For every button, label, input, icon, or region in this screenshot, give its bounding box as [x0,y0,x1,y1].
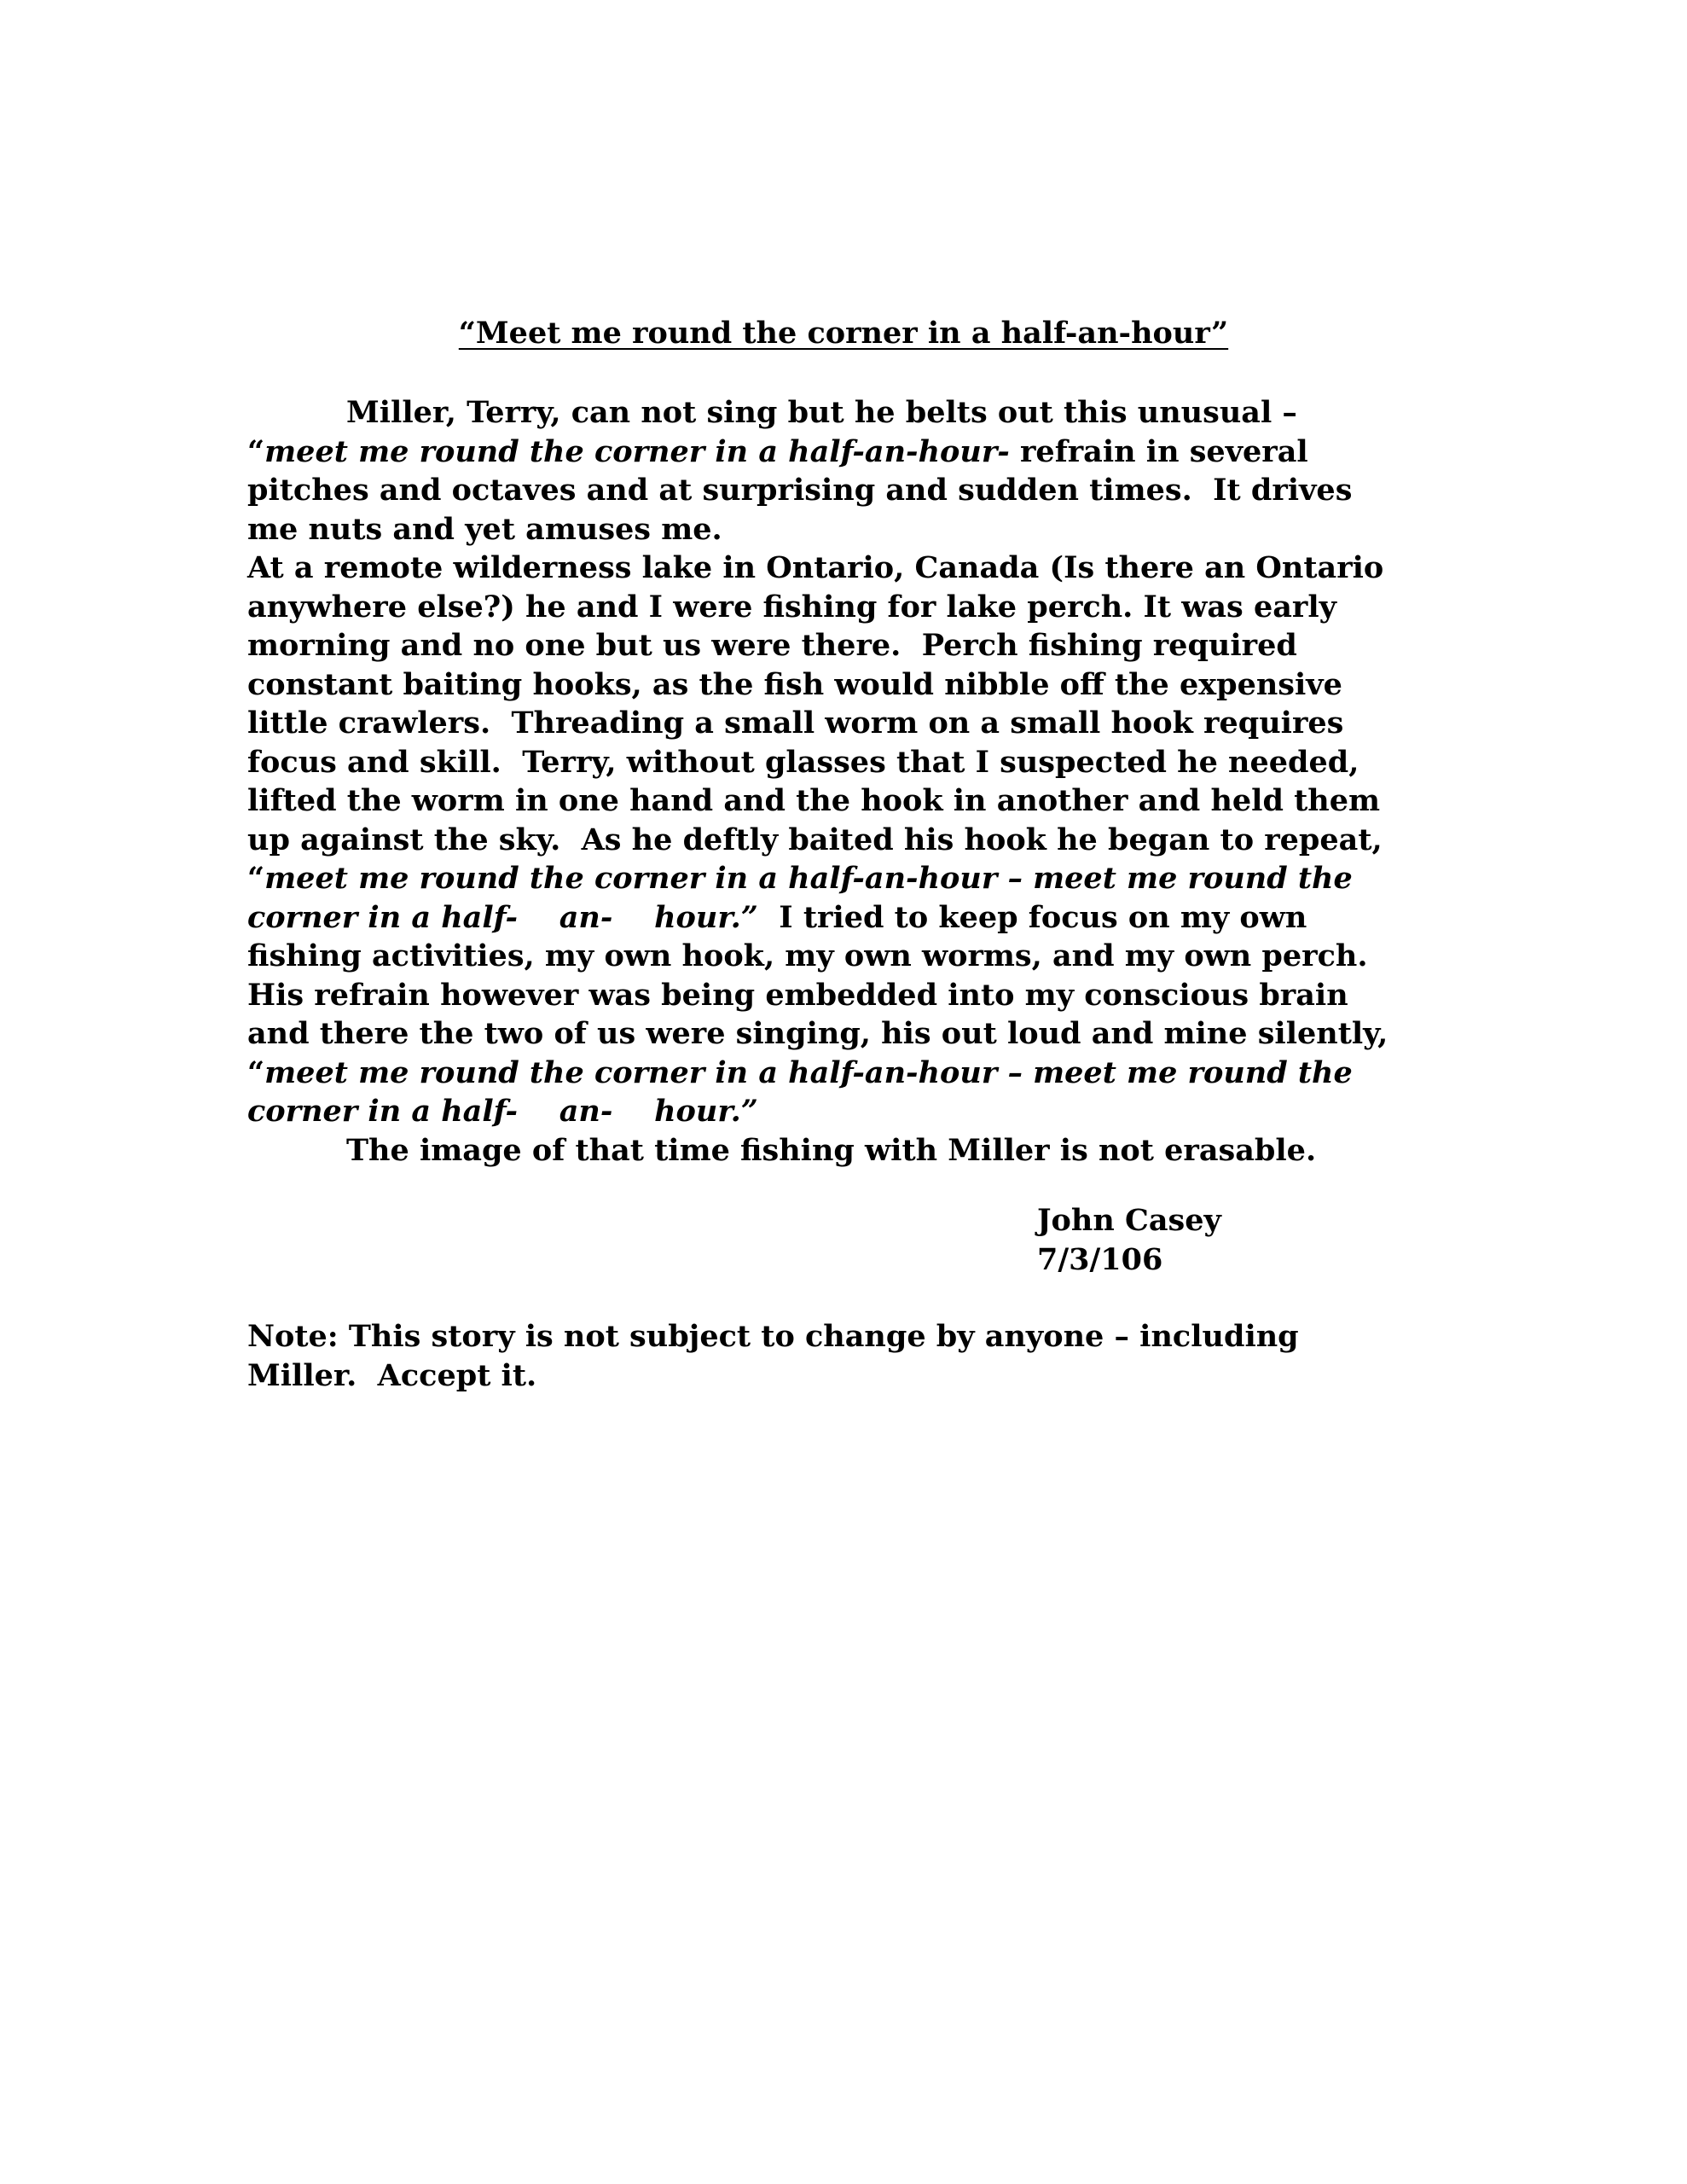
story-text: At a remote wilderness lake in Ontario, Canada (Is there an Ontario [247,550,1384,585]
story-text: constant baiting hooks, as the fish would nibble off the expensive [247,666,1342,702]
story-line [247,665,1493,705]
story-text: “ [247,1054,265,1090]
story-text: morning and no one but us were there. Perch fishing required [247,628,1297,663]
story-line [247,704,1493,743]
story-line [247,976,1493,1015]
author-name: John Casey [1037,1203,1221,1238]
italic-refrain-text: meet me round the corner in a half-an-hour – meet me round the [264,1054,1353,1090]
story-line [247,433,1493,472]
story-text: “ [247,861,265,896]
story-line [247,743,1493,782]
italic-refrain-text: corner in a half- an- hour.” [247,899,758,935]
story-line [247,1054,1493,1093]
story-text: fishing activities, my own hook, my own worms, and my own perch. [247,938,1368,973]
footnote-line: Note: This story is not subject to change by anyone – including [247,1319,1299,1354]
story-line [247,510,1493,549]
story-line [247,549,1493,588]
story-text: pitches and octaves and at surprising and sudden times. It drives [247,473,1353,508]
story-text: lifted the worm in one hand and the hook in another and held them [247,783,1381,818]
story-line [247,937,1493,976]
story-line [247,393,1493,433]
signature-date: 7/3/106 [1037,1241,1163,1277]
story-text: little crawlers. Threading a small worm on a small hook requires [247,706,1344,741]
document-title: “Meet me round the corner in a half-an-hour” [458,316,1229,351]
story-line [247,898,1493,938]
story-text: Miller, Terry, can not sing but he belts out this unusual – [346,395,1297,430]
story-text: me nuts and yet amuses me. [247,511,722,547]
footnote-line: Miller. Accept it. [247,1357,537,1393]
story-line [247,781,1493,821]
story-text: and there the two of us were singing, his out loud and mine silently, [247,1016,1388,1051]
italic-refrain-text: meet me round the corner in a half-an-hour- [264,433,1010,469]
story-text: up against the sky. As he deftly baited his hook he began to repeat, [247,822,1383,857]
story-line [247,821,1493,860]
story-line [247,471,1493,510]
story-text: His refrain however was being embedded into my conscious brain [247,977,1348,1013]
story-text: I tried to keep focus on my own [757,899,1307,935]
italic-refrain-text: meet me round the corner in a half-an-hour – meet me round the [264,861,1353,896]
story-text: “ [247,433,265,469]
story-text: focus and skill. Terry, without glasses that I suspected he needed, [247,744,1359,780]
story-line [247,1092,1493,1131]
story-line [247,859,1493,898]
story-line [247,1014,1493,1054]
story-text: anywhere else?) he and I were fishing for lake perch. It was early [247,589,1336,624]
story-text: refrain in several [1009,433,1308,469]
italic-refrain-text: corner in a half- an- hour.” [247,1094,758,1129]
footnote [247,1317,1493,1395]
story-line [247,588,1493,627]
story-line [247,1131,1493,1170]
signature-block [1037,1201,1464,1279]
story-line [247,626,1493,665]
story-body [247,393,1493,1170]
story-text: The image of that time fishing with Miller is not erasable. [346,1132,1317,1168]
